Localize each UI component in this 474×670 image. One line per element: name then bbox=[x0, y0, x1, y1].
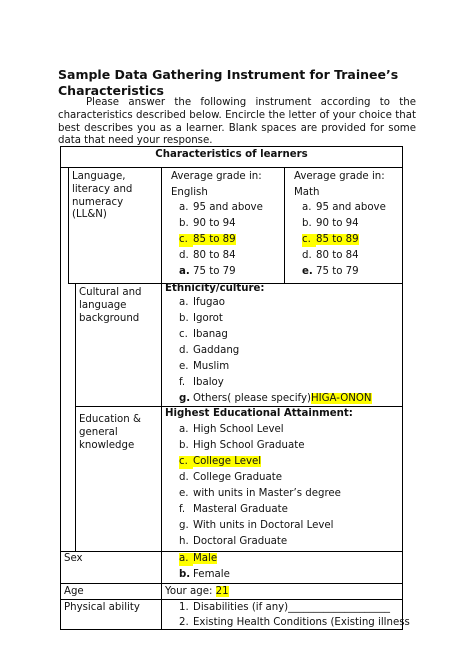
option-text: 80 to 84 bbox=[193, 250, 236, 261]
option-letter: h. bbox=[179, 536, 189, 547]
row-label-sex: Sex bbox=[64, 553, 83, 564]
row-label-llnl: Language, literacy and numeracy (LL&N) bbox=[72, 171, 133, 221]
option-text: Doctoral Graduate bbox=[193, 536, 288, 547]
english-option[interactable] bbox=[179, 266, 236, 279]
option-text: with units in Master’s degree bbox=[193, 488, 341, 499]
option-text: Ibaloy bbox=[193, 377, 224, 388]
age-field[interactable] bbox=[165, 586, 229, 599]
education-option[interactable] bbox=[179, 472, 282, 485]
option-text: Others( please specify) bbox=[193, 393, 311, 404]
age-value: 21 bbox=[215, 586, 229, 597]
option-letter: a. bbox=[179, 553, 193, 566]
option-letter: a. bbox=[179, 424, 189, 435]
math-option[interactable] bbox=[302, 218, 359, 231]
culture-others-value: HIGA-ONON bbox=[310, 393, 372, 404]
option-text: 90 to 94 bbox=[316, 218, 359, 229]
option-text: Muslim bbox=[193, 361, 230, 372]
option-letter: c. bbox=[179, 234, 193, 247]
option-text: Ifugao bbox=[193, 297, 225, 308]
option-text: Ibanag bbox=[193, 329, 228, 340]
option-text: Igorot bbox=[193, 313, 223, 324]
option-text: 95 and above bbox=[316, 202, 386, 213]
option-letter: d. bbox=[179, 250, 189, 261]
culture-option[interactable] bbox=[179, 345, 239, 358]
option-text: Disabilities (if any)____________________ bbox=[193, 602, 391, 613]
physical-item[interactable] bbox=[179, 602, 390, 615]
option-letter: d. bbox=[179, 345, 189, 356]
age-prompt: Your age: bbox=[165, 586, 213, 597]
option-text: 85 to 89 bbox=[193, 234, 236, 245]
culture-option[interactable] bbox=[179, 297, 225, 310]
option-letter: g. bbox=[179, 393, 191, 404]
english-heading: Average grade in: bbox=[171, 171, 262, 182]
math-subject: Math bbox=[294, 187, 320, 198]
option-text: 80 to 84 bbox=[316, 250, 359, 261]
culture-option[interactable] bbox=[179, 313, 223, 326]
row-label-age: Age bbox=[64, 586, 84, 597]
option-letter: 2. bbox=[179, 617, 189, 628]
physical-item[interactable] bbox=[179, 617, 410, 630]
education-option[interactable] bbox=[179, 488, 341, 501]
option-letter: 1. bbox=[179, 602, 189, 613]
option-letter: f. bbox=[179, 377, 186, 388]
option-text: 95 and above bbox=[193, 202, 263, 213]
option-text: Existing Health Conditions (Existing illness bbox=[193, 617, 410, 628]
math-option[interactable] bbox=[302, 202, 386, 215]
option-text: With units in Doctoral Level bbox=[193, 520, 334, 531]
option-text: 75 to 79 bbox=[193, 266, 236, 277]
culture-option[interactable] bbox=[179, 377, 224, 390]
instructions-paragraph: Please answer the following instrument according to the characteristics described below. Encircle the letter of your choice that best describes you as a learner. Blank spaces are provided for some data that need your response. bbox=[58, 97, 416, 147]
education-option[interactable] bbox=[179, 456, 261, 469]
option-letter: d. bbox=[302, 250, 312, 261]
option-text: 90 to 94 bbox=[193, 218, 236, 229]
education-heading: Highest Educational Attainment: bbox=[165, 408, 353, 419]
sex-option[interactable] bbox=[179, 569, 230, 582]
option-letter: b. bbox=[179, 313, 189, 324]
option-letter: a. bbox=[179, 202, 189, 213]
option-letter: e. bbox=[179, 361, 189, 372]
option-text: College Graduate bbox=[193, 472, 283, 483]
row-label-culture: Cultural and language background bbox=[79, 287, 142, 324]
education-option[interactable] bbox=[179, 440, 304, 453]
sex-option[interactable] bbox=[179, 553, 217, 566]
english-option[interactable] bbox=[179, 218, 236, 231]
option-letter: c. bbox=[179, 456, 193, 469]
option-letter: a. bbox=[302, 202, 312, 213]
option-letter: b. bbox=[302, 218, 312, 229]
option-text: 85 to 89 bbox=[316, 234, 359, 245]
option-letter: c. bbox=[302, 234, 316, 247]
culture-heading: Ethnicity/culture: bbox=[165, 283, 265, 294]
english-option[interactable] bbox=[179, 202, 263, 215]
english-option[interactable] bbox=[179, 234, 236, 247]
option-text: High School Level bbox=[193, 424, 284, 435]
option-letter: c. bbox=[179, 329, 188, 340]
english-subject: English bbox=[171, 187, 208, 198]
option-text: High School Graduate bbox=[193, 440, 305, 451]
math-option[interactable] bbox=[302, 250, 359, 263]
option-letter: a. bbox=[179, 266, 190, 277]
education-option[interactable] bbox=[179, 424, 284, 437]
culture-option[interactable] bbox=[179, 361, 229, 374]
document-title: Sample Data Gathering Instrument for Trainee’s Characteristics bbox=[58, 67, 399, 98]
math-heading: Average grade in: bbox=[294, 171, 385, 182]
row-label-education: Education & general knowledge bbox=[79, 414, 141, 451]
culture-others-option[interactable] bbox=[179, 393, 372, 406]
option-text: Male bbox=[193, 553, 218, 564]
option-text: College Level bbox=[193, 456, 262, 467]
option-letter: g. bbox=[179, 520, 189, 531]
option-text: Masteral Graduate bbox=[193, 504, 288, 515]
option-text: 75 to 79 bbox=[316, 266, 359, 277]
education-option[interactable] bbox=[179, 536, 287, 549]
option-letter: b. bbox=[179, 218, 189, 229]
option-text: Gaddang bbox=[193, 345, 240, 356]
option-letter: b. bbox=[179, 569, 191, 580]
option-letter: e. bbox=[302, 266, 313, 277]
table-header: Characteristics of learners bbox=[155, 149, 308, 160]
english-option[interactable] bbox=[179, 250, 236, 263]
education-option[interactable] bbox=[179, 504, 288, 517]
culture-option[interactable] bbox=[179, 329, 228, 342]
option-letter: e. bbox=[179, 488, 189, 499]
math-option[interactable] bbox=[302, 234, 359, 247]
option-letter: b. bbox=[179, 440, 189, 451]
education-option[interactable] bbox=[179, 520, 333, 533]
option-letter: f. bbox=[179, 504, 186, 515]
option-text: Female bbox=[193, 569, 230, 580]
option-letter: a. bbox=[179, 297, 189, 308]
option-letter: d. bbox=[179, 472, 189, 483]
row-label-physical: Physical ability bbox=[64, 602, 140, 613]
math-option[interactable] bbox=[302, 266, 359, 279]
